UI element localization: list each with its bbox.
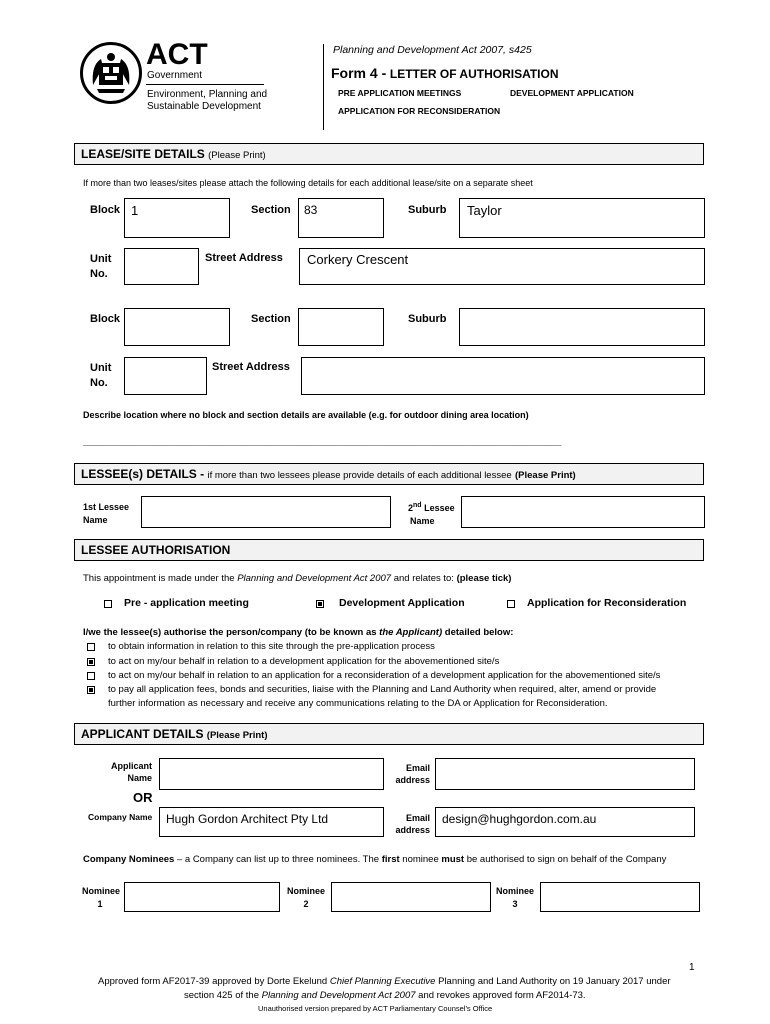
approved-act: Planning and Development Act 2007 xyxy=(261,990,416,1001)
form-title xyxy=(331,65,559,81)
option-pre-application: PRE APPLICATION MEETINGS xyxy=(338,88,462,98)
first-lessee-label xyxy=(83,501,129,527)
lease-heading-sub: (Please Print) xyxy=(208,150,266,161)
footer-approved-line-1 xyxy=(98,975,671,988)
item-3-text: to act on my/our behalf in relation to an application for a reconsideration of a development application for the abovementioned site/s xyxy=(108,670,661,681)
nominee-1-label xyxy=(82,885,121,911)
item-4-text: to pay all application fees, bonds and securities, liaise with the Planning and Land Authority when required, alter, amend or provide xyxy=(108,684,657,695)
item-4-text-cont: further information as necessary and receive any communications relating to the DA or Application for Reconsideration. xyxy=(108,698,608,709)
nominees-text-2: nominee xyxy=(399,854,442,865)
site1-street-value: Corkery Crescent xyxy=(307,252,409,267)
statement-text-1: I/we the lessee(s) authorise the person/company (to be known as xyxy=(83,627,380,638)
nominees-bold: Company Nominees xyxy=(83,854,175,865)
option-reconsideration-label: Application for Reconsideration xyxy=(527,597,687,609)
second-lessee-name-field[interactable] xyxy=(461,496,705,528)
site2-section-label: Section xyxy=(251,313,291,325)
act-reference: Planning and Development Act 2007, s425 xyxy=(333,44,532,56)
nominees-text-3: be authorised to sign on behalf of the Company xyxy=(464,854,667,865)
applicant-heading-sub: (Please Print) xyxy=(206,730,268,741)
applicant-heading xyxy=(74,723,704,745)
logo-title: ACT xyxy=(146,38,208,71)
second-lessee-num: 2 xyxy=(408,503,414,513)
describe-location-label: Describe location where no block and section details are available (e.g. for outdoor dining area location) xyxy=(83,410,529,420)
option-reconsideration: APPLICATION FOR RECONSIDERATION xyxy=(338,106,501,116)
site2-block-label: Block xyxy=(90,313,120,325)
site1-suburb-field[interactable] xyxy=(459,198,705,238)
authorisation-heading-text: LESSEE AUTHORISATION xyxy=(81,543,231,557)
nominee-3-field[interactable] xyxy=(540,882,700,912)
applicant-name-field[interactable] xyxy=(159,758,384,790)
option-development-label: Development Application xyxy=(339,597,465,609)
logo-rule xyxy=(146,84,264,85)
dept-line-2: Sustainable Development xyxy=(147,101,261,112)
site1-suburb-label: Suburb xyxy=(408,204,447,216)
item-1-checkbox[interactable] xyxy=(87,643,95,651)
nominee-1-num: 1 xyxy=(97,899,103,909)
site2-unit-field[interactable] xyxy=(124,357,207,395)
site1-unit-label xyxy=(90,252,111,282)
nominee-1-label-text: Nominee xyxy=(82,886,121,896)
site1-section-label: Section xyxy=(251,204,291,216)
lessee-heading-sub: (Please Print) xyxy=(515,470,576,481)
second-lessee-label-rest: Lessee xyxy=(421,503,455,513)
site2-suburb-label: Suburb xyxy=(408,313,447,325)
site2-block-field[interactable] xyxy=(124,308,230,346)
company-name-label: Company Name xyxy=(88,812,153,822)
intro-text-1: This appointment is made under the xyxy=(83,573,238,584)
nominee-3-label xyxy=(496,885,534,911)
item-2-checkbox[interactable] xyxy=(87,658,95,666)
item-1-text: to obtain information in relation to this site through the pre-application process xyxy=(108,641,435,652)
item-2-text: to act on my/our behalf in relation to a development application for the abovementioned site/s xyxy=(108,656,500,667)
nominee-2-label-text: Nominee xyxy=(287,886,326,896)
lessee-heading-note: if more than two lessees please provide details of each additional lessee xyxy=(207,470,512,481)
second-lessee-label-2: Name xyxy=(410,516,435,526)
company-name-field[interactable] xyxy=(159,807,384,837)
nominees-must: must xyxy=(441,854,465,865)
site1-unit-field[interactable] xyxy=(124,248,199,285)
logo-subtitle: Government xyxy=(147,70,203,81)
site2-unit-label xyxy=(90,361,111,391)
email-field-2[interactable] xyxy=(435,807,695,837)
approved-text-1: Approved form AF2017-39 approved by Dorte Ekelund xyxy=(98,976,330,987)
lessee-heading-dash: - xyxy=(196,467,208,481)
lease-instruction: If more than two leases/sites please attach the following details for each additional lease/site on a separate sheet xyxy=(83,178,533,188)
company-nominees-text xyxy=(83,853,666,866)
email-label-2 xyxy=(394,812,430,836)
approved-text-2: Planning and Land Authority on 19 January 2017 under xyxy=(435,976,671,987)
site1-unit-label-2: No. xyxy=(90,268,108,280)
page-number: 1 xyxy=(689,962,695,973)
form-number: Form 4 - xyxy=(331,65,387,81)
nominee-2-num: 2 xyxy=(303,899,309,909)
site1-unit-label-1: Unit xyxy=(90,253,112,265)
site1-block-field[interactable] xyxy=(124,198,230,238)
option-reconsideration-checkbox[interactable] xyxy=(507,600,515,608)
applicant-heading-text: APPLICANT DETAILS xyxy=(81,727,204,741)
act-crest-logo xyxy=(80,42,142,104)
site2-unit-label-1: Unit xyxy=(90,362,112,374)
or-label: OR xyxy=(133,790,153,805)
option-development-checkbox[interactable] xyxy=(316,600,324,608)
email-value-2: design@hughgordon.com.au xyxy=(442,812,597,826)
email-label-1-bottom: address xyxy=(395,775,430,785)
approved-role: Chief Planning Executive xyxy=(329,976,436,987)
intro-tick: (please tick) xyxy=(456,573,512,584)
form-title-text: LETTER OF AUTHORISATION xyxy=(389,67,559,81)
site2-unit-label-2: No. xyxy=(90,377,108,389)
option-development-application: DEVELOPMENT APPLICATION xyxy=(510,88,634,98)
nominees-text-1: – a Company can list up to three nominees. The xyxy=(174,854,382,865)
option-pre-application-label: Pre - application meeting xyxy=(124,597,249,609)
email-field-1[interactable] xyxy=(435,758,695,790)
email-label-2-top: Email xyxy=(405,813,430,823)
crest-icon xyxy=(83,45,139,101)
lease-site-heading xyxy=(74,143,704,165)
email-label-1 xyxy=(394,762,430,786)
nominee-2-label xyxy=(287,885,325,911)
lessee-heading-text: LESSEE(s) DETAILS xyxy=(81,467,197,481)
statement-applicant: the Applicant) xyxy=(379,627,443,638)
lease-heading-text: LEASE/SITE DETAILS xyxy=(81,147,205,161)
site2-street-field[interactable] xyxy=(301,357,705,395)
intro-act: Planning and Development Act 2007 xyxy=(237,573,392,584)
site1-section-value: 83 xyxy=(304,203,318,217)
nominees-first: first xyxy=(381,854,400,865)
applicant-name-label xyxy=(100,760,152,784)
nominee-2-field[interactable] xyxy=(331,882,491,912)
footer-approved-line-2 xyxy=(184,989,586,1002)
site1-section-field[interactable] xyxy=(298,198,384,238)
first-lessee-label-2: Name xyxy=(83,515,108,525)
second-lessee-label xyxy=(408,499,455,528)
site1-block-label: Block xyxy=(90,204,120,216)
site2-street-label: Street Address xyxy=(212,361,290,373)
site1-street-label: Street Address xyxy=(205,252,283,264)
footer-unauthorised: Unauthorised version prepared by ACT Parliamentary Counsel's Office xyxy=(258,1004,493,1013)
nominee-3-num: 3 xyxy=(512,899,518,909)
applicant-label-1: Applicant xyxy=(110,761,152,771)
site2-section-field[interactable] xyxy=(298,308,384,346)
authorisation-heading xyxy=(74,539,704,561)
option-pre-application-checkbox[interactable] xyxy=(104,600,112,608)
company-name-value: Hugh Gordon Architect Pty Ltd xyxy=(166,812,329,826)
email-label-2-bottom: address xyxy=(395,825,430,835)
site1-block-value: 1 xyxy=(131,203,139,218)
first-lessee-name-field[interactable] xyxy=(141,496,391,528)
approved-text-3: section 425 of the xyxy=(184,990,262,1001)
describe-location-line[interactable]: ______________________________________________________________________________________ xyxy=(83,436,562,447)
statement-text-2: detailed below: xyxy=(442,627,514,638)
site1-suburb-value: Taylor xyxy=(467,203,502,218)
dept-line-1: Environment, Planning and xyxy=(147,89,268,100)
authorisation-statement xyxy=(83,626,513,639)
nominee-3-label-text: Nominee xyxy=(496,886,535,896)
header-divider xyxy=(323,44,324,130)
first-lessee-label-1: 1st Lessee xyxy=(83,502,130,512)
lessee-heading xyxy=(74,463,704,485)
site1-street-field[interactable] xyxy=(299,248,705,285)
site2-suburb-field[interactable] xyxy=(459,308,705,346)
email-label-1-top: Email xyxy=(405,763,430,773)
authorisation-intro xyxy=(83,572,511,585)
item-4-checkbox[interactable] xyxy=(87,686,95,694)
nominee-1-field[interactable] xyxy=(124,882,280,912)
applicant-label-2: Name xyxy=(127,773,152,783)
intro-text-2: and relates to: xyxy=(391,573,457,584)
second-lessee-sup: nd xyxy=(413,502,422,509)
item-3-checkbox[interactable] xyxy=(87,672,95,680)
approved-text-4: and revokes approved form AF2014-73. xyxy=(415,990,586,1001)
